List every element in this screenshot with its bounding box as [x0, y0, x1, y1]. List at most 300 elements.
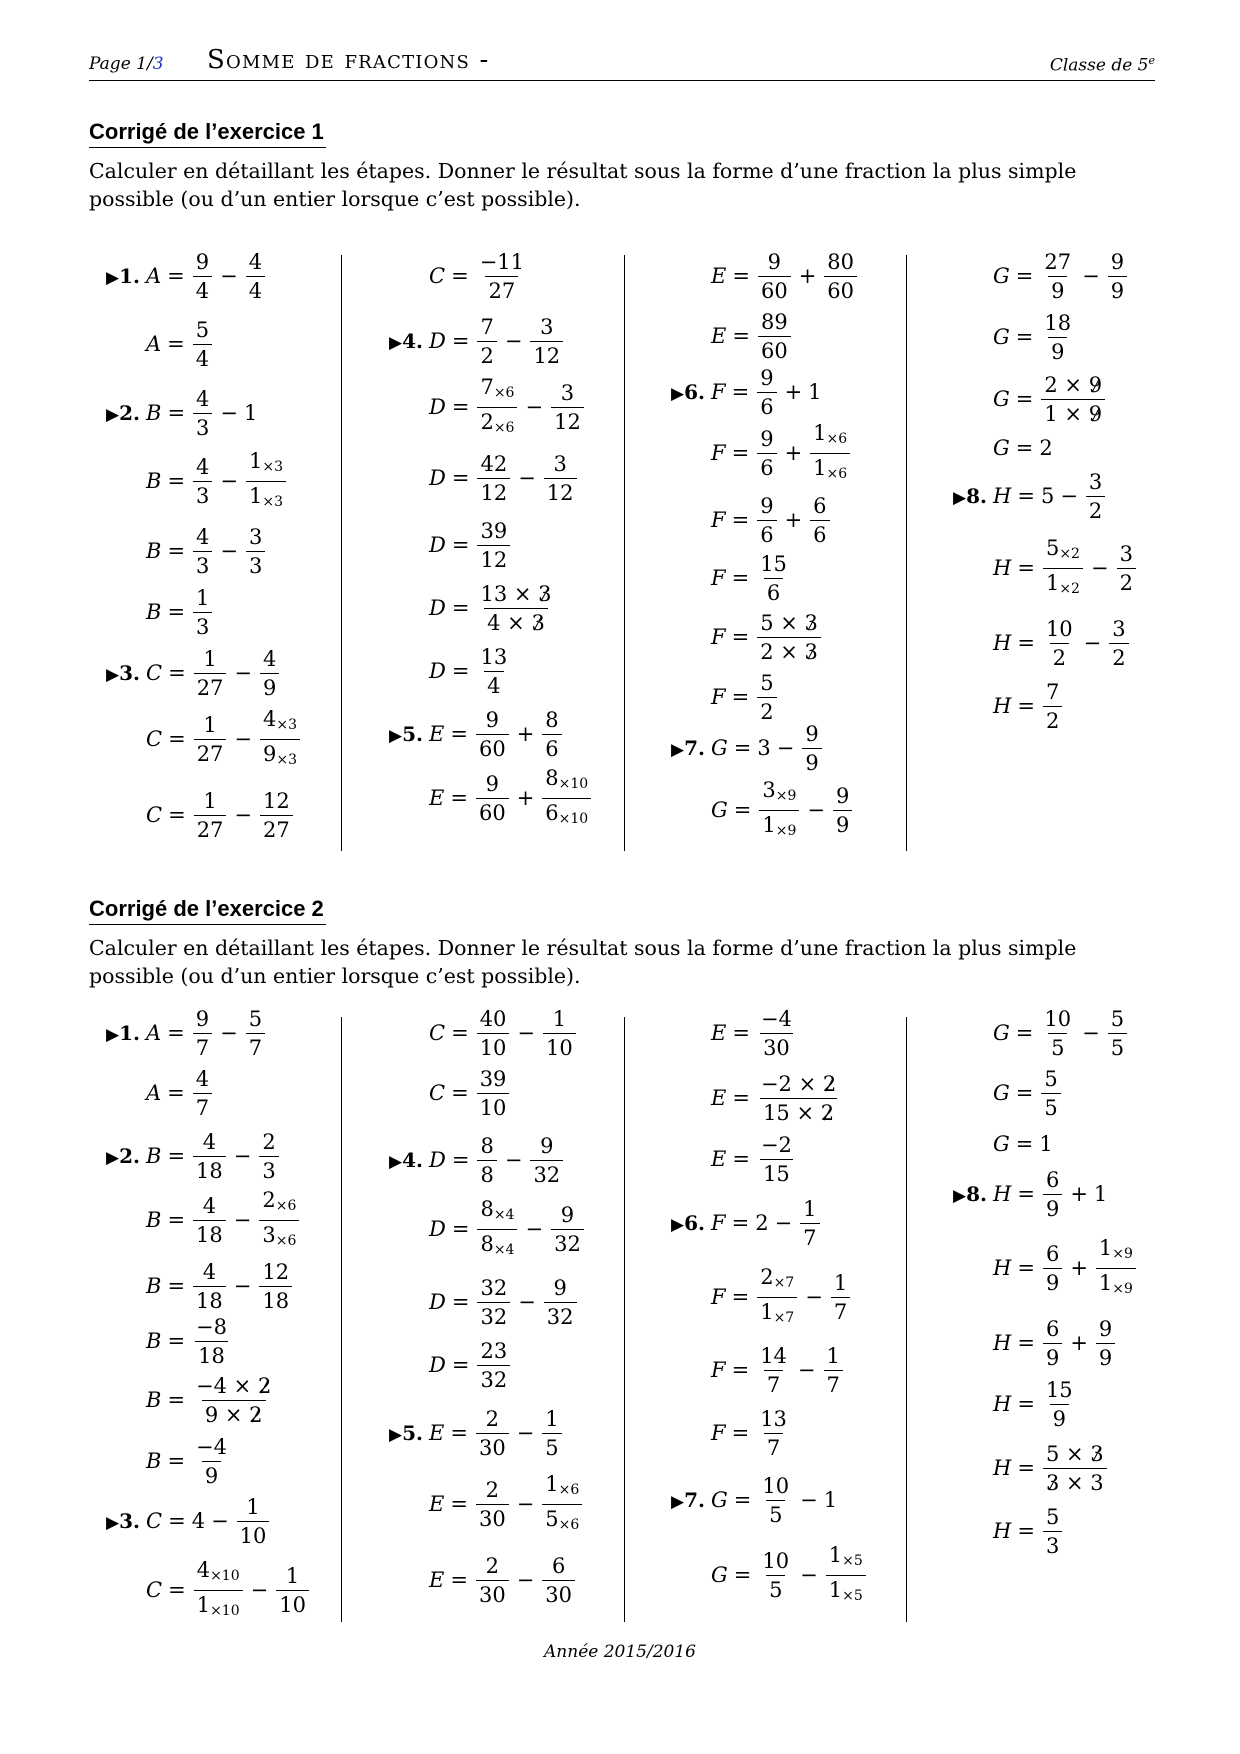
equation-line [711, 1264, 852, 1326]
equals-sign: = [167, 1388, 186, 1412]
fraction [259, 1260, 292, 1313]
numerator: 3 [540, 314, 554, 339]
equals-sign: = [732, 1147, 750, 1171]
fraction [758, 1007, 795, 1060]
numerator: 3 [560, 380, 575, 405]
numerator: 12 [262, 1259, 290, 1284]
question-number: ▶8. [953, 484, 987, 508]
numerator: 9 [760, 365, 774, 390]
variable-name: E [429, 1492, 445, 1516]
denominator: 12 [530, 341, 563, 368]
integer-term: 1 [823, 1488, 838, 1512]
numerator: 5 [760, 670, 774, 695]
equals-sign: = [731, 625, 750, 649]
numerator: 4 [195, 1066, 210, 1091]
denominator: 9 [202, 1461, 221, 1488]
numerator: 6 [1045, 1316, 1060, 1341]
column-divider [341, 255, 342, 851]
fraction [477, 250, 527, 303]
denominator: 9 [1050, 1404, 1069, 1431]
integer-term: 1 [1039, 1132, 1053, 1156]
operator: − [233, 1208, 252, 1232]
equation-line [993, 250, 1129, 302]
equation-line [429, 1471, 584, 1533]
denominator: 18 [193, 1156, 226, 1183]
variable-name: D [429, 395, 446, 419]
equals-sign: = [451, 1021, 469, 1045]
fraction [477, 1134, 496, 1187]
denominator: 7 [193, 1093, 212, 1120]
integer-term: 5 [1040, 484, 1055, 508]
numerator: 5 [195, 317, 210, 342]
fraction [237, 1495, 270, 1548]
denominator: 3 [193, 413, 212, 440]
fraction [1108, 1007, 1127, 1060]
equation-line [429, 1196, 586, 1258]
numerator: $1_{\times 6}$ [545, 1471, 580, 1498]
operator: − [234, 727, 253, 751]
equals-sign: = [167, 600, 186, 624]
operator: + [516, 786, 535, 810]
equals-sign: = [1017, 1456, 1035, 1480]
denominator: $1_{\times 7}$ [757, 1297, 797, 1330]
exercise-2-instruction: Calculer en détaillant les étapes. Donner le résultat sous la forme d’une fraction la plus simple possible (ou d’un entier lorsque c’est possible). [89, 936, 1077, 988]
cancelled-factor: 2 [820, 1100, 835, 1125]
variable-name: H [993, 1519, 1012, 1543]
question-number: ▶6. [671, 1211, 705, 1235]
cancelled-factor: 9 [1088, 401, 1103, 426]
denominator: 9 [1043, 1194, 1062, 1221]
equals-sign: = [1017, 1256, 1035, 1280]
integer-term: 3 [757, 736, 771, 760]
equals-sign: = [167, 1021, 185, 1045]
variable-name: B [146, 1388, 162, 1412]
numerator: 32 [480, 1275, 508, 1300]
cancelled-factor: 3 [1090, 1441, 1104, 1466]
numerator: 9 [485, 707, 499, 732]
denominator: 32 [477, 1365, 510, 1392]
equals-sign: = [451, 466, 470, 490]
equals-sign: = [450, 1568, 468, 1592]
column-divider [624, 1017, 625, 1622]
equals-sign: = [1015, 1021, 1034, 1045]
question-number: ▶5. [389, 1421, 423, 1445]
numerator: 9 [195, 1006, 210, 1031]
numerator: 40 [479, 1006, 507, 1031]
fraction [193, 455, 212, 508]
denominator: 18 [259, 1286, 292, 1313]
equals-sign: = [450, 1492, 468, 1516]
operator: − [220, 469, 239, 493]
variable-name: B [146, 1208, 162, 1232]
variable-name: E [711, 324, 727, 348]
fraction [259, 1188, 299, 1253]
equals-sign: = [1015, 387, 1034, 411]
fraction [477, 315, 496, 368]
fraction [542, 1554, 575, 1607]
variable-name: F [711, 625, 726, 649]
denominator: $5_{\times 6}$ [542, 1504, 582, 1537]
fraction [1117, 542, 1136, 595]
equation-line [671, 1196, 822, 1250]
column-divider [624, 255, 625, 851]
equation-line [146, 586, 214, 638]
fraction [193, 1130, 226, 1183]
page-number: Page 1/3 [89, 54, 164, 74]
denominator: 8 [477, 1160, 496, 1187]
equation-line [711, 1007, 797, 1059]
denominator: 5 [1041, 1093, 1060, 1120]
fraction [193, 1374, 274, 1427]
fraction [824, 250, 857, 303]
variable-name: G [993, 1021, 1010, 1045]
question-number: ▶5. [389, 722, 423, 746]
denominator: 3 [259, 1156, 278, 1183]
operator: − [234, 661, 253, 685]
denominator: 60 [824, 276, 857, 303]
fraction [1043, 1168, 1062, 1221]
equation-line [146, 448, 288, 510]
numerator: 10 [762, 1473, 790, 1498]
variable-name: E [711, 1021, 727, 1045]
equation-line [711, 310, 793, 362]
variable-name: E [711, 1086, 727, 1110]
denominator: 18 [195, 1341, 228, 1368]
numerator: 4 [196, 524, 210, 549]
numerator: 1 [246, 1494, 260, 1519]
variable-name: F [711, 441, 726, 465]
equals-sign: = [732, 1086, 750, 1110]
equation-line [953, 469, 1107, 523]
variable-name: G [711, 1488, 728, 1512]
page-total-link[interactable]: 3 [152, 54, 164, 74]
equals-sign: = [167, 1144, 186, 1168]
denominator: 30 [760, 1033, 793, 1060]
denominator: 4 [193, 276, 212, 303]
equation-line [429, 519, 512, 571]
fraction [810, 421, 850, 486]
variable-name: H [993, 1392, 1012, 1416]
fraction [757, 671, 776, 724]
variable-name: B [146, 469, 162, 493]
equation-line [429, 582, 557, 634]
numerator: 15 [760, 551, 787, 576]
exercise-2-title: Corrigé de l’exercice 2 [89, 896, 326, 925]
equals-sign: = [1017, 484, 1035, 508]
equals-sign: = [167, 1449, 186, 1473]
numerator: $7_{\times 6}$ [480, 374, 515, 401]
fraction [1043, 1242, 1062, 1295]
numerator: 6 [1045, 1241, 1060, 1266]
fraction [758, 250, 791, 303]
equals-sign: = [167, 1081, 185, 1105]
variable-name: F [711, 1358, 726, 1382]
numerator: 5 [1044, 1066, 1058, 1091]
equation-line [106, 646, 281, 700]
operator: − [518, 466, 536, 490]
fraction [193, 387, 212, 440]
numerator: 2 [485, 1477, 499, 1502]
equals-sign: = [731, 566, 750, 590]
numerator: −4 [760, 1006, 792, 1031]
fraction [476, 708, 509, 761]
equals-sign: = [1017, 1392, 1035, 1416]
fraction [477, 1276, 510, 1329]
cancelled-factor: 3 [531, 610, 545, 635]
equation-line [429, 374, 586, 436]
variable-name: C [429, 1081, 446, 1105]
equation-line [711, 611, 823, 663]
fraction [758, 1133, 795, 1186]
fraction [477, 1067, 510, 1120]
operator: − [504, 1148, 523, 1172]
variable-name: B [146, 539, 162, 563]
denominator: 12 [477, 545, 510, 572]
operator: − [525, 1217, 544, 1241]
variable-name: A [146, 332, 162, 356]
fraction [260, 707, 300, 772]
numerator: 13 [480, 644, 508, 669]
question-number: ▶2. [106, 1144, 140, 1168]
numerator: 39 [479, 1066, 507, 1091]
question-number: ▶3. [106, 661, 140, 685]
fraction [1041, 311, 1074, 364]
denominator: 9 [1096, 1343, 1115, 1370]
equation-line [711, 1542, 868, 1604]
fraction [194, 1558, 243, 1623]
fraction [477, 375, 517, 440]
numerator: 3 [1112, 616, 1126, 641]
variable-name: F [711, 1285, 726, 1309]
equation-line [711, 250, 859, 302]
fraction [1041, 373, 1105, 426]
denominator: 32 [530, 1160, 563, 1187]
equation-line [993, 1378, 1078, 1430]
variable-name: G [993, 1132, 1010, 1156]
document-title: Somme de fractions - [207, 45, 490, 75]
fraction [476, 1554, 509, 1607]
denominator: 32 [477, 1302, 510, 1329]
equals-sign: = [731, 1285, 750, 1309]
cancelled-factor: 3 [804, 639, 818, 664]
denominator: 6 [757, 520, 776, 547]
class-label: Classe de 5e [1049, 54, 1155, 76]
numerator: 23 [480, 1338, 508, 1363]
equation-line [671, 1473, 838, 1527]
equation-line [106, 249, 267, 303]
denominator: 6 [542, 734, 561, 761]
variable-name: D [429, 329, 446, 353]
equals-sign: = [168, 661, 186, 685]
operator: − [220, 264, 238, 288]
equals-sign: = [451, 1148, 470, 1172]
denominator: 7 [831, 1297, 850, 1324]
fraction [476, 1407, 509, 1460]
fraction [757, 366, 776, 419]
variable-name: B [146, 1274, 162, 1298]
fraction [193, 1194, 226, 1247]
fraction [246, 1007, 265, 1060]
equals-sign: = [1017, 1519, 1035, 1543]
equals-sign: = [1017, 694, 1035, 718]
numerator: 9 [553, 1275, 567, 1300]
denominator: 9 [260, 673, 279, 700]
equation-line [389, 1406, 564, 1460]
equation-line [993, 422, 1053, 474]
denominator: 2 [1086, 496, 1105, 523]
cancelled-factor: 2 [249, 1402, 263, 1427]
fraction [477, 582, 554, 635]
denominator: $1_{\times 9}$ [1096, 1268, 1136, 1301]
equals-sign: = [450, 786, 468, 810]
denominator: 2 [477, 341, 496, 368]
equals-sign: = [731, 1421, 750, 1445]
fraction [477, 1007, 510, 1060]
fraction [477, 519, 510, 572]
equation-line [429, 1276, 579, 1328]
denominator: 9 × 2 [202, 1400, 266, 1427]
cancelled-factor: 3 [1045, 1470, 1060, 1495]
fraction [476, 772, 509, 825]
denominator: 9 [802, 748, 821, 775]
operator: + [784, 380, 803, 404]
numerator: 27 [1044, 249, 1072, 274]
numerator: $2_{\times 7}$ [760, 1264, 795, 1291]
numerator: $4_{\times 10}$ [196, 1557, 240, 1584]
numerator: $5_{\times 2}$ [1045, 535, 1080, 562]
numerator: 4 [202, 1129, 217, 1154]
equation-line [993, 1118, 1053, 1170]
equals-sign: = [1017, 1331, 1035, 1355]
numerator: $1_{\times 6}$ [813, 420, 848, 447]
variable-name: C [429, 264, 446, 288]
numerator: 4 [196, 454, 210, 479]
numerator: 1 [826, 1343, 840, 1368]
denominator: 27 [485, 276, 518, 303]
operator: − [250, 1578, 269, 1602]
operator: − [800, 1488, 818, 1512]
equals-sign: = [167, 469, 186, 493]
operator: − [220, 1021, 238, 1045]
fraction [757, 552, 790, 605]
fraction [544, 1276, 577, 1329]
equals-sign: = [168, 803, 186, 827]
equals-sign: = [451, 533, 470, 557]
denominator: 60 [758, 276, 791, 303]
question-number: ▶8. [953, 1182, 987, 1206]
fraction [757, 1265, 797, 1330]
equation-line [993, 1067, 1063, 1119]
numerator: 13 [760, 1406, 787, 1431]
denominator: 5 [1048, 1033, 1067, 1060]
equals-sign: = [731, 1358, 750, 1382]
fraction [757, 494, 776, 547]
equation-line [711, 552, 792, 604]
denominator: 15 [760, 1159, 793, 1186]
denominator: 12 [551, 407, 584, 434]
denominator: 15 × 2 [760, 1098, 837, 1125]
numerator: 10 [1044, 1006, 1072, 1031]
equals-sign: = [168, 1578, 186, 1602]
equals-sign: = [451, 264, 469, 288]
variable-name: H [993, 631, 1012, 655]
equation-line [711, 1407, 792, 1459]
denominator: 27 [194, 815, 227, 842]
equation-line [429, 1554, 577, 1606]
denominator: 9 [1043, 1343, 1062, 1370]
denominator: 60 [758, 336, 791, 363]
variable-name: E [429, 722, 445, 746]
denominator: 3 × 3 [1043, 1468, 1107, 1495]
equals-sign: = [731, 441, 750, 465]
operator: − [234, 803, 253, 827]
fraction [477, 1339, 510, 1392]
denominator: 10 [543, 1033, 576, 1060]
operator: + [784, 441, 803, 465]
integer-term: 1 [244, 401, 258, 425]
operator: + [1070, 1182, 1088, 1206]
numerator: 9 [560, 1202, 575, 1227]
integer-term: 2 [755, 1211, 769, 1235]
equation-line [429, 452, 579, 504]
exercise-1-title: Corrigé de l’exercice 1 [89, 119, 326, 148]
fraction [193, 1315, 230, 1368]
denominator: 10 [477, 1033, 510, 1060]
question-number: ▶4. [389, 329, 423, 353]
denominator: 4 [193, 344, 212, 371]
variable-name: E [711, 264, 727, 288]
equation-line [389, 707, 564, 761]
fraction [193, 525, 212, 578]
operator: − [517, 1021, 536, 1045]
equation-line [146, 525, 267, 577]
numerator: 5 × 3 [760, 610, 818, 635]
equation-line [711, 494, 832, 546]
numerator: −4 [196, 1434, 228, 1459]
equals-sign: = [731, 508, 750, 532]
numerator: 4 [202, 1193, 217, 1218]
fraction [758, 1072, 839, 1125]
numerator: 3 [553, 451, 567, 476]
fraction [551, 381, 584, 434]
equation-line [146, 1067, 214, 1119]
numerator: 6 [551, 1553, 566, 1578]
numerator: $8_{\times 4}$ [480, 1196, 515, 1223]
numerator: 12 [263, 788, 290, 813]
numerator: 9 [760, 493, 774, 518]
variable-name: D [429, 659, 446, 683]
equation-line [993, 617, 1131, 669]
denominator: 4 × 3 [484, 608, 548, 635]
variable-name: E [429, 1421, 445, 1445]
fraction [1041, 1007, 1074, 1060]
numerator: 9 [805, 721, 819, 746]
equation-line [146, 1557, 311, 1619]
variable-name: H [993, 484, 1012, 508]
denominator: 7 [246, 1033, 265, 1060]
numerator: −2 [760, 1132, 792, 1157]
equation-line [993, 680, 1064, 732]
equation-line [993, 1317, 1117, 1369]
fraction [542, 1472, 582, 1537]
variable-name: G [993, 264, 1010, 288]
denominator: 5 [542, 1433, 561, 1460]
numerator: 80 [827, 249, 855, 274]
equals-sign: = [451, 1290, 470, 1314]
variable-name: F [711, 508, 726, 532]
numerator: 6 [813, 493, 827, 518]
question-number: ▶4. [389, 1148, 423, 1172]
